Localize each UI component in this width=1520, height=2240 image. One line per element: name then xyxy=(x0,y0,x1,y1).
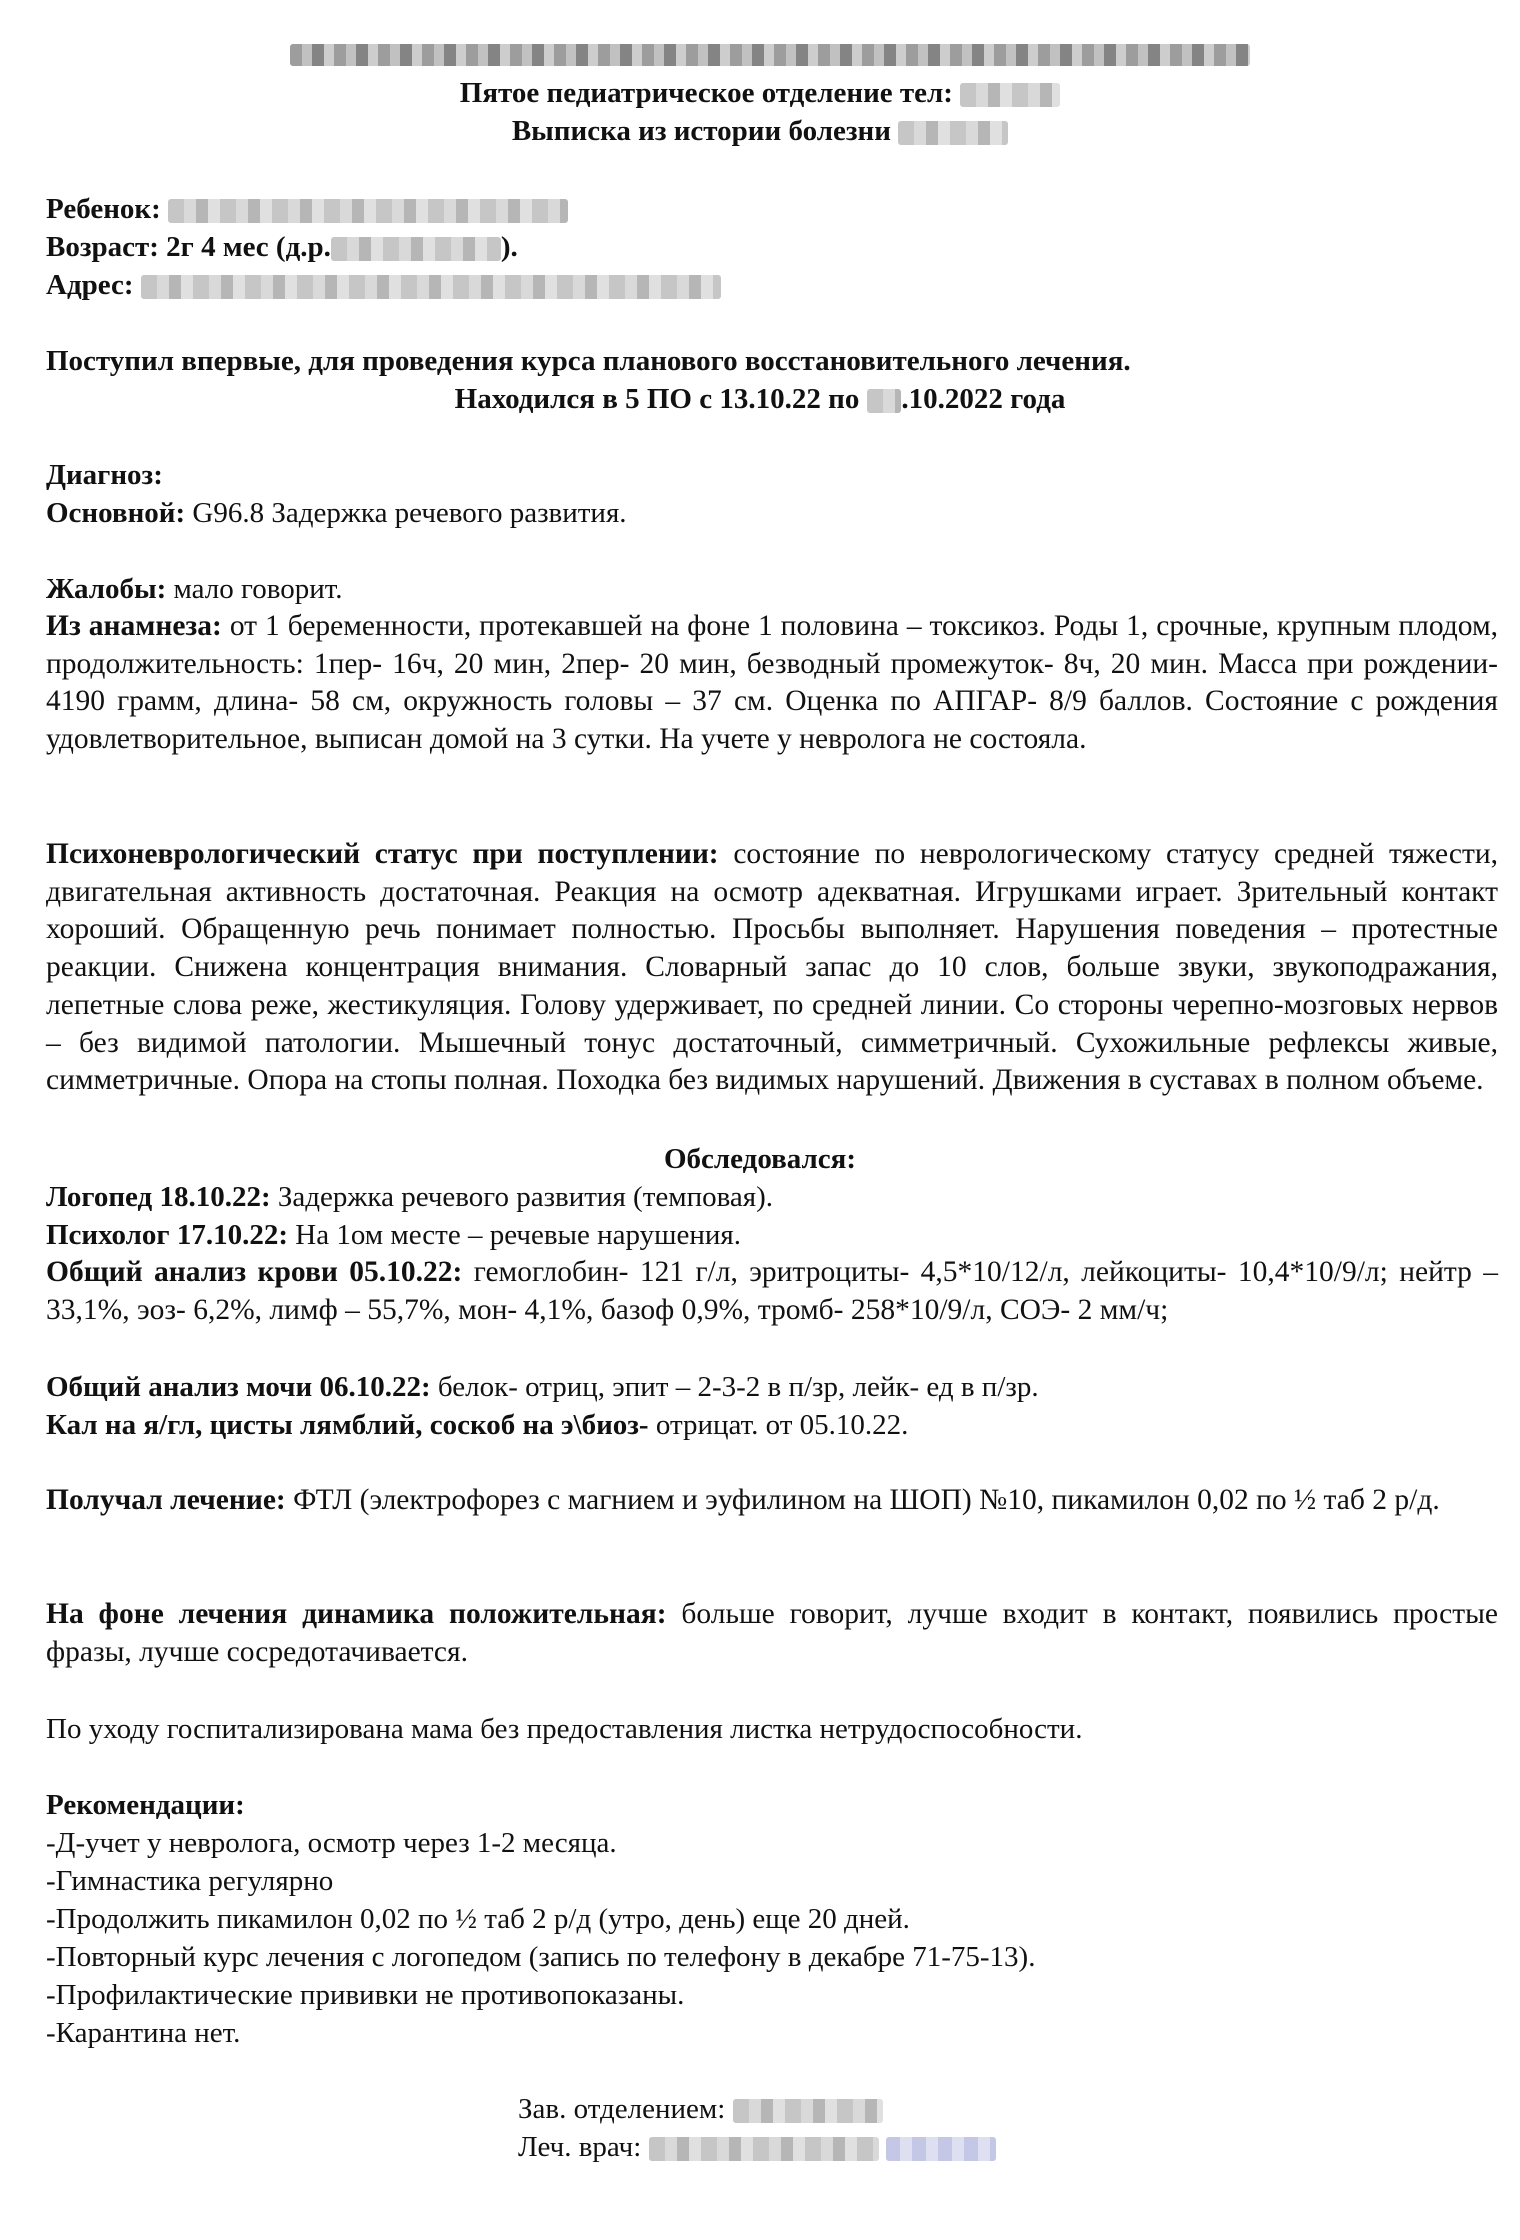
recommendation-item: -Продолжить пикамилон 0,02 по ½ таб 2 р/д (утро, день) еще 20 дней. xyxy=(46,1903,910,1935)
diagnosis-heading: Диагноз: xyxy=(46,459,163,491)
recommendation-item: -Карантина нет. xyxy=(46,2017,241,2049)
care-note: По уходу госпитализирована мама без предоставления листка нетрудоспособности. xyxy=(46,1713,1083,1745)
redacted-case-number xyxy=(898,121,1008,145)
child-line: Ребенок: xyxy=(46,190,568,228)
recommendations-heading: Рекомендации: xyxy=(46,1789,245,1821)
attending-doctor: Леч. врач: xyxy=(518,2128,996,2166)
exams-heading: Обследовался: xyxy=(663,1143,857,1175)
redacted-discharge-day xyxy=(867,389,901,413)
recommendation-item: -Д-учет у невролога, осмотр через 1-2 месяца. xyxy=(46,1827,617,1859)
redacted-child-name xyxy=(168,199,568,223)
main-diagnosis: Основной: G96.8 Задержка речевого развития. xyxy=(46,497,627,529)
department-heading: Пятое педиатрическое отделение тел: xyxy=(0,74,1520,112)
complaints: Жалобы: мало говорит. xyxy=(46,573,343,605)
redacted-doctor-name xyxy=(649,2137,879,2161)
redacted-head-name xyxy=(733,2099,883,2123)
recommendation-item: -Повторный курс лечения с логопедом (запись по телефону в декабре 71-75-13). xyxy=(46,1941,1036,1973)
redacted-signature xyxy=(886,2137,996,2161)
psychologist-result: Психолог 17.10.22: На 1ом месте – речевые нарушения. xyxy=(46,1219,741,1251)
treatment: Получал лечение: ФТЛ (электрофорез с магнием и эуфилином на ШОП) №10, пикамилон 0,02 по ½ таб 2 р/д. xyxy=(46,1484,1440,1516)
redacted-address xyxy=(141,275,721,299)
recommendation-item: -Гимнастика регулярно xyxy=(46,1865,334,1897)
stool-test: Кал на я/гл, цисты лямблий, соскоб на э\биоз- отрицат. от 05.10.22. xyxy=(46,1409,909,1441)
anamnesis: Из анамнеза: от 1 беременности, протекавшей на фоне 1 половина – токсикоз. Роды 1, срочные, крупным плодом, продолжительность: 1пер- 16ч, 20 мин, 2пер- 20 мин, безводный промежуток- 8ч, 20 мин. Масса при рождении- 4190 грамм, длина- 58 см, окружность головы – 37 см. Оценка по АПГАР- 8/9 баллов. Состояние с рождения удовлетворительное, выписан домой на 3 сутки. На учете у невролога не состояла. xyxy=(46,610,1499,756)
document-title: Выписка из истории болезни xyxy=(0,112,1520,150)
redacted-hospital-name xyxy=(290,44,1250,66)
head-of-department: Зав. отделением: xyxy=(518,2090,883,2128)
admission-line: Поступил впервые, для проведения курса планового восстановительного лечения. xyxy=(46,345,1131,377)
recommendation-item: -Профилактические прививки не противопоказаны. xyxy=(46,1979,685,2011)
logoped-result: Логопед 18.10.22: Задержка речевого развития (темповая). xyxy=(46,1181,774,1213)
treatment-dynamics: На фоне лечения динамика положительная: больше говорит, лучше входит в контакт, появились простые фразы, лучше сосредотачивается. xyxy=(46,1598,1499,1668)
redacted-phone xyxy=(960,83,1060,107)
stay-period: Находился в 5 ПО с 13.10.22 по .10.2022 года xyxy=(454,383,1066,415)
urine-test: Общий анализ мочи 06.10.22: белок- отриц, эпит – 2-3-2 в п/зр, лейк- ед в п/зр. xyxy=(46,1371,1039,1403)
age-line: Возраст: 2г 4 мес (д.р. ). xyxy=(46,231,518,263)
redacted-birthdate xyxy=(331,237,501,261)
blood-test: Общий анализ крови 05.10.22: гемоглобин- 121 г/л, эритроциты- 4,5*10/12/л, лейкоциты- 10,4*10/9/л; нейтр – 33,1%, эоз- 6,2%, лимф – 55,7%, мон- 4,1%, базоф 0,9%, тромб- 258*10/9/л, СОЭ- 2 мм/ч; xyxy=(46,1256,1498,1326)
address-line: Адрес: xyxy=(46,266,721,304)
neuro-status: Психоневрологический статус при поступлении: состояние по неврологическому статусу средней тяжести, двигательная активность достаточная. Реакция на осмотр адекватная. Игрушками играет. Зрительный контакт хороший. Обращенную речь понимает полностью. Просьбы выполняет. Нарушения поведения – протестные реакции. Снижена концентрация внимания. Словарный запас до 10 слов, больше звуки, звукоподражания, лепетные слова реже, жестикуляция. Голову удерживает, по средней линии. Со стороны черепно-мозговых нервов – без видимой патологии. Мышечный тонус достаточный, симметричный. Сухожильные рефлексы живые, симметричные. Опора на стопы полная. Походка без видимых нарушений. Движения в суставах в полном объеме. xyxy=(46,838,1499,1097)
